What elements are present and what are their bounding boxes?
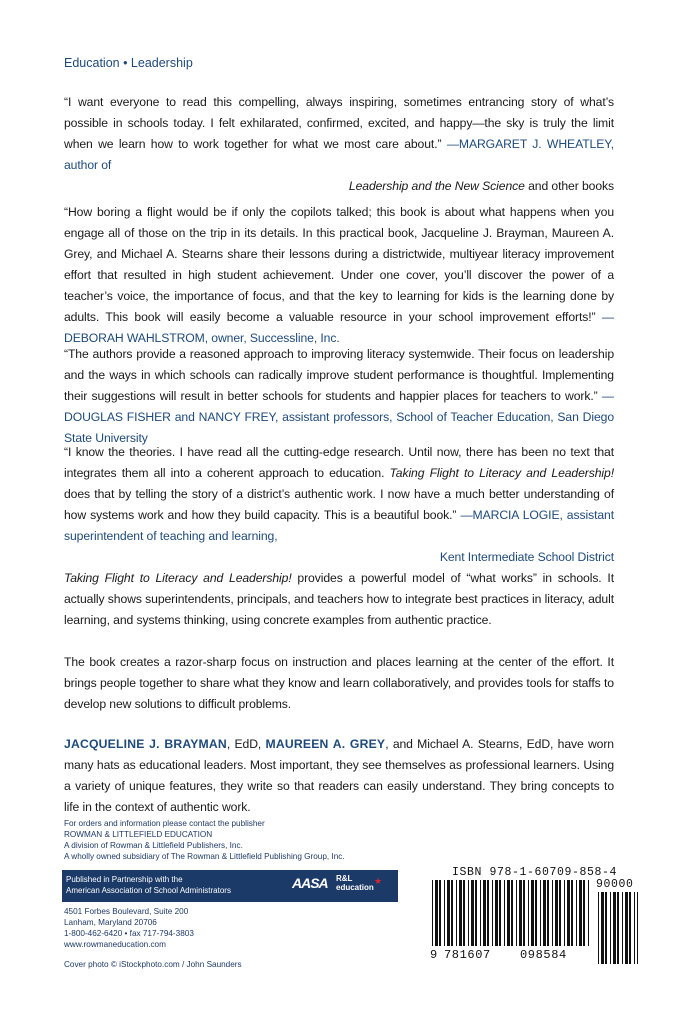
barcode-bar	[471, 880, 474, 946]
address-line: www.rowmaneducation.com	[64, 940, 166, 949]
barcode-bar	[564, 880, 565, 946]
description-paragraph: The book creates a razor-sharp focus on instruction and places learning at the center of the effort. It brings people together to share what they know and learn collaboratively, and provides tools for staffs to develop new solutions to difficult problems.	[64, 655, 614, 711]
barcode-bar	[435, 880, 438, 946]
barcode-bar	[535, 880, 537, 946]
book-title: Taking Flight to Literacy and Leadership!	[64, 571, 292, 585]
barcode-bar	[634, 892, 635, 964]
barcode-bar	[495, 880, 498, 946]
quote-text: “I know the theories. I have read all the cutting-edge research. Until now, there has been no text that integrates them all into a coherent approach to education.	[64, 445, 614, 480]
publisher-line: ROWMAN & LITTLEFIELD EDUCATION	[64, 830, 213, 839]
partnership-band	[62, 870, 398, 902]
barcode-bar	[531, 880, 534, 946]
barcode-bar	[543, 880, 546, 946]
author-bio-sep: , EdD,	[226, 737, 266, 751]
barcode-bar	[504, 880, 505, 946]
address-line: 4501 Forbes Boulevard, Suite 200	[64, 907, 189, 916]
barcode-bar	[622, 892, 623, 964]
category-label: Education • Leadership	[64, 56, 193, 70]
publisher-info	[64, 818, 345, 862]
partnership-line: Published in Partnership with the	[66, 875, 183, 884]
barcode-bar	[601, 892, 604, 964]
quote-attribution-tail: and other books	[524, 179, 614, 193]
barcode-bar	[555, 880, 558, 946]
quote-text: “How boring a flight would be if only the copilots talked; this book is about what happens when you engage all of those on the trip in its details. In this practical book, Jacqueline J. Brayman, Maureen A. Grey, and Michael A. Stearns share their lessons during a districtwide, multiyear literacy improvement effort that resulted in high student achievement. Under one cover, you’ll discover the power of a teacher’s voice, the importance of focus, and that the key to learning for kids is the learning done by adults. This book will easily become a valuable resource in your school improvement efforts!”	[64, 205, 614, 324]
barcode-bar	[605, 892, 607, 964]
rl-logo-line: education	[336, 883, 374, 892]
barcode-bar	[516, 880, 517, 946]
barcode-bar	[507, 880, 510, 946]
quote-attribution: —DOUGLAS FISHER and NANCY FREY, assistant professors, School of Teacher Education, San Diego State University	[64, 389, 614, 445]
endorsement-quote	[64, 344, 614, 449]
author-bio-text: , and Michael A. Stearns, EdD, have worn many hats as educational leaders. Most important, they see themselves as professional learners. Using a variety of unique features, they write so that readers can easily understand. They bring concepts to life in the context of authentic work.	[64, 737, 614, 814]
barcode-bar	[528, 880, 529, 946]
barcode-bar	[576, 880, 577, 946]
barcode-bar	[519, 880, 522, 946]
barcode-bar	[610, 892, 611, 964]
book-title: Taking Flight to Literacy and Leadership!	[389, 466, 614, 480]
barcode-bar	[432, 880, 433, 946]
quote-attribution: —MARGARET J. WHEATLEY, author of	[64, 137, 614, 172]
ean-first-digit: 9	[430, 948, 438, 962]
barcode-bar	[637, 892, 638, 964]
quote-text: “The authors provide a reasoned approach to improving literacy systemwide. Their focus on leadership and the ways in which schools can radically improve student performance is thoughtful. Implementing their suggestions will result in better schools for students and happier places for teachers to work.”	[64, 347, 614, 403]
star-icon: ★	[374, 876, 383, 886]
barcode-bar	[468, 880, 469, 946]
barcode-bar	[447, 880, 450, 946]
description-paragraph	[64, 568, 614, 631]
barcode-bar	[444, 880, 445, 946]
author-bio	[64, 734, 614, 818]
author-name: MAUREEN A. GREY	[265, 737, 386, 751]
isbn-barcode	[430, 880, 592, 956]
partnership-line: American Association of School Administrators	[66, 886, 231, 895]
barcode-bar	[463, 880, 465, 946]
barcode-bar	[487, 880, 489, 946]
price-barcode	[596, 892, 640, 964]
barcode-bar	[483, 880, 486, 946]
barcode-bar	[475, 880, 477, 946]
cover-photo-credit: Cover photo © iStockphoto.com / John Saunders	[64, 960, 242, 969]
partnership-text	[66, 874, 231, 896]
description-text: provides a powerful model of “what works” in schools. It actually shows superintendents, principals, and teachers how to integrate best practices in literacy, adult learning, and systems thinking, using concrete examples from authentic practice.	[64, 571, 615, 627]
address-line: 1-800-462-6420 • fax 717-794-3803	[64, 929, 194, 938]
ean-right-digits: 098584	[520, 948, 567, 962]
rl-education-logo	[336, 874, 374, 892]
address-line: Lanham, Maryland 20706	[64, 918, 157, 927]
barcode-bar	[456, 880, 457, 946]
barcode-bar	[511, 880, 513, 946]
aasa-logo: AASA	[292, 875, 328, 891]
publisher-line: A division of Rowman & Littlefield Publishers, Inc.	[64, 841, 243, 850]
barcode-bar	[567, 880, 570, 946]
author-name: JACQUELINE J. BRAYMAN	[64, 737, 227, 751]
publisher-address	[64, 906, 194, 950]
ean-left-digits: 781607	[444, 948, 491, 962]
barcode-bar	[629, 892, 631, 964]
barcode-bar	[547, 880, 549, 946]
quote-attribution-book-line	[64, 176, 614, 197]
barcode-bar	[459, 880, 462, 946]
barcode-bar	[480, 880, 481, 946]
endorsement-quote	[64, 202, 614, 349]
quote-text-continued: does that by telling the story of a district’s authentic work. I now have a much better understanding of how systems work and how they build capacity. This is a beautiful book.”	[64, 487, 614, 522]
quote-attribution-line-2: Kent Intermediate School District	[439, 550, 614, 564]
endorsement-quote	[64, 92, 614, 197]
barcode-bar	[523, 880, 525, 946]
price-code: 90000	[596, 878, 634, 891]
barcode-bar	[492, 880, 493, 946]
publisher-line: For orders and information please contact the publisher	[64, 819, 265, 828]
endorsement-quote	[64, 442, 614, 568]
barcode-bar	[439, 880, 441, 946]
barcode-bar	[552, 880, 553, 946]
barcode-bar	[451, 880, 453, 946]
barcode-bar	[499, 880, 501, 946]
rl-logo-line: R&L	[336, 874, 353, 883]
barcode-bar	[583, 880, 585, 946]
barcode-bar	[588, 880, 589, 946]
barcode-bar	[598, 892, 599, 964]
barcode-bar	[571, 880, 573, 946]
quote-text: “I want everyone to read this compelling, always inspiring, sometimes entrancing story of what’s possible in schools today. I felt exhilarated, confirmed, excited, and happy—the sky is truly the limit when we learn how to work together for what we most care about.”	[64, 95, 614, 151]
quote-attribution: —DEBORAH WAHLSTROM, owner, Successline, Inc.	[64, 310, 614, 345]
barcode-bar	[540, 880, 541, 946]
barcode-bar	[613, 892, 616, 964]
quote-attribution: —MARCIA LOGIE, assistant superintendent of teaching and learning,	[64, 508, 615, 543]
barcode-bar	[625, 892, 628, 964]
barcode-bar	[617, 892, 619, 964]
publisher-line: A wholly owned subsidiary of The Rowman & Littlefield Publishing Group, Inc.	[64, 852, 345, 861]
barcode-bar	[559, 880, 561, 946]
barcode-bar	[579, 880, 582, 946]
book-title: Leadership and the New Science	[348, 179, 525, 193]
isbn-label: ISBN 978-1-60709-858-4	[452, 866, 618, 879]
